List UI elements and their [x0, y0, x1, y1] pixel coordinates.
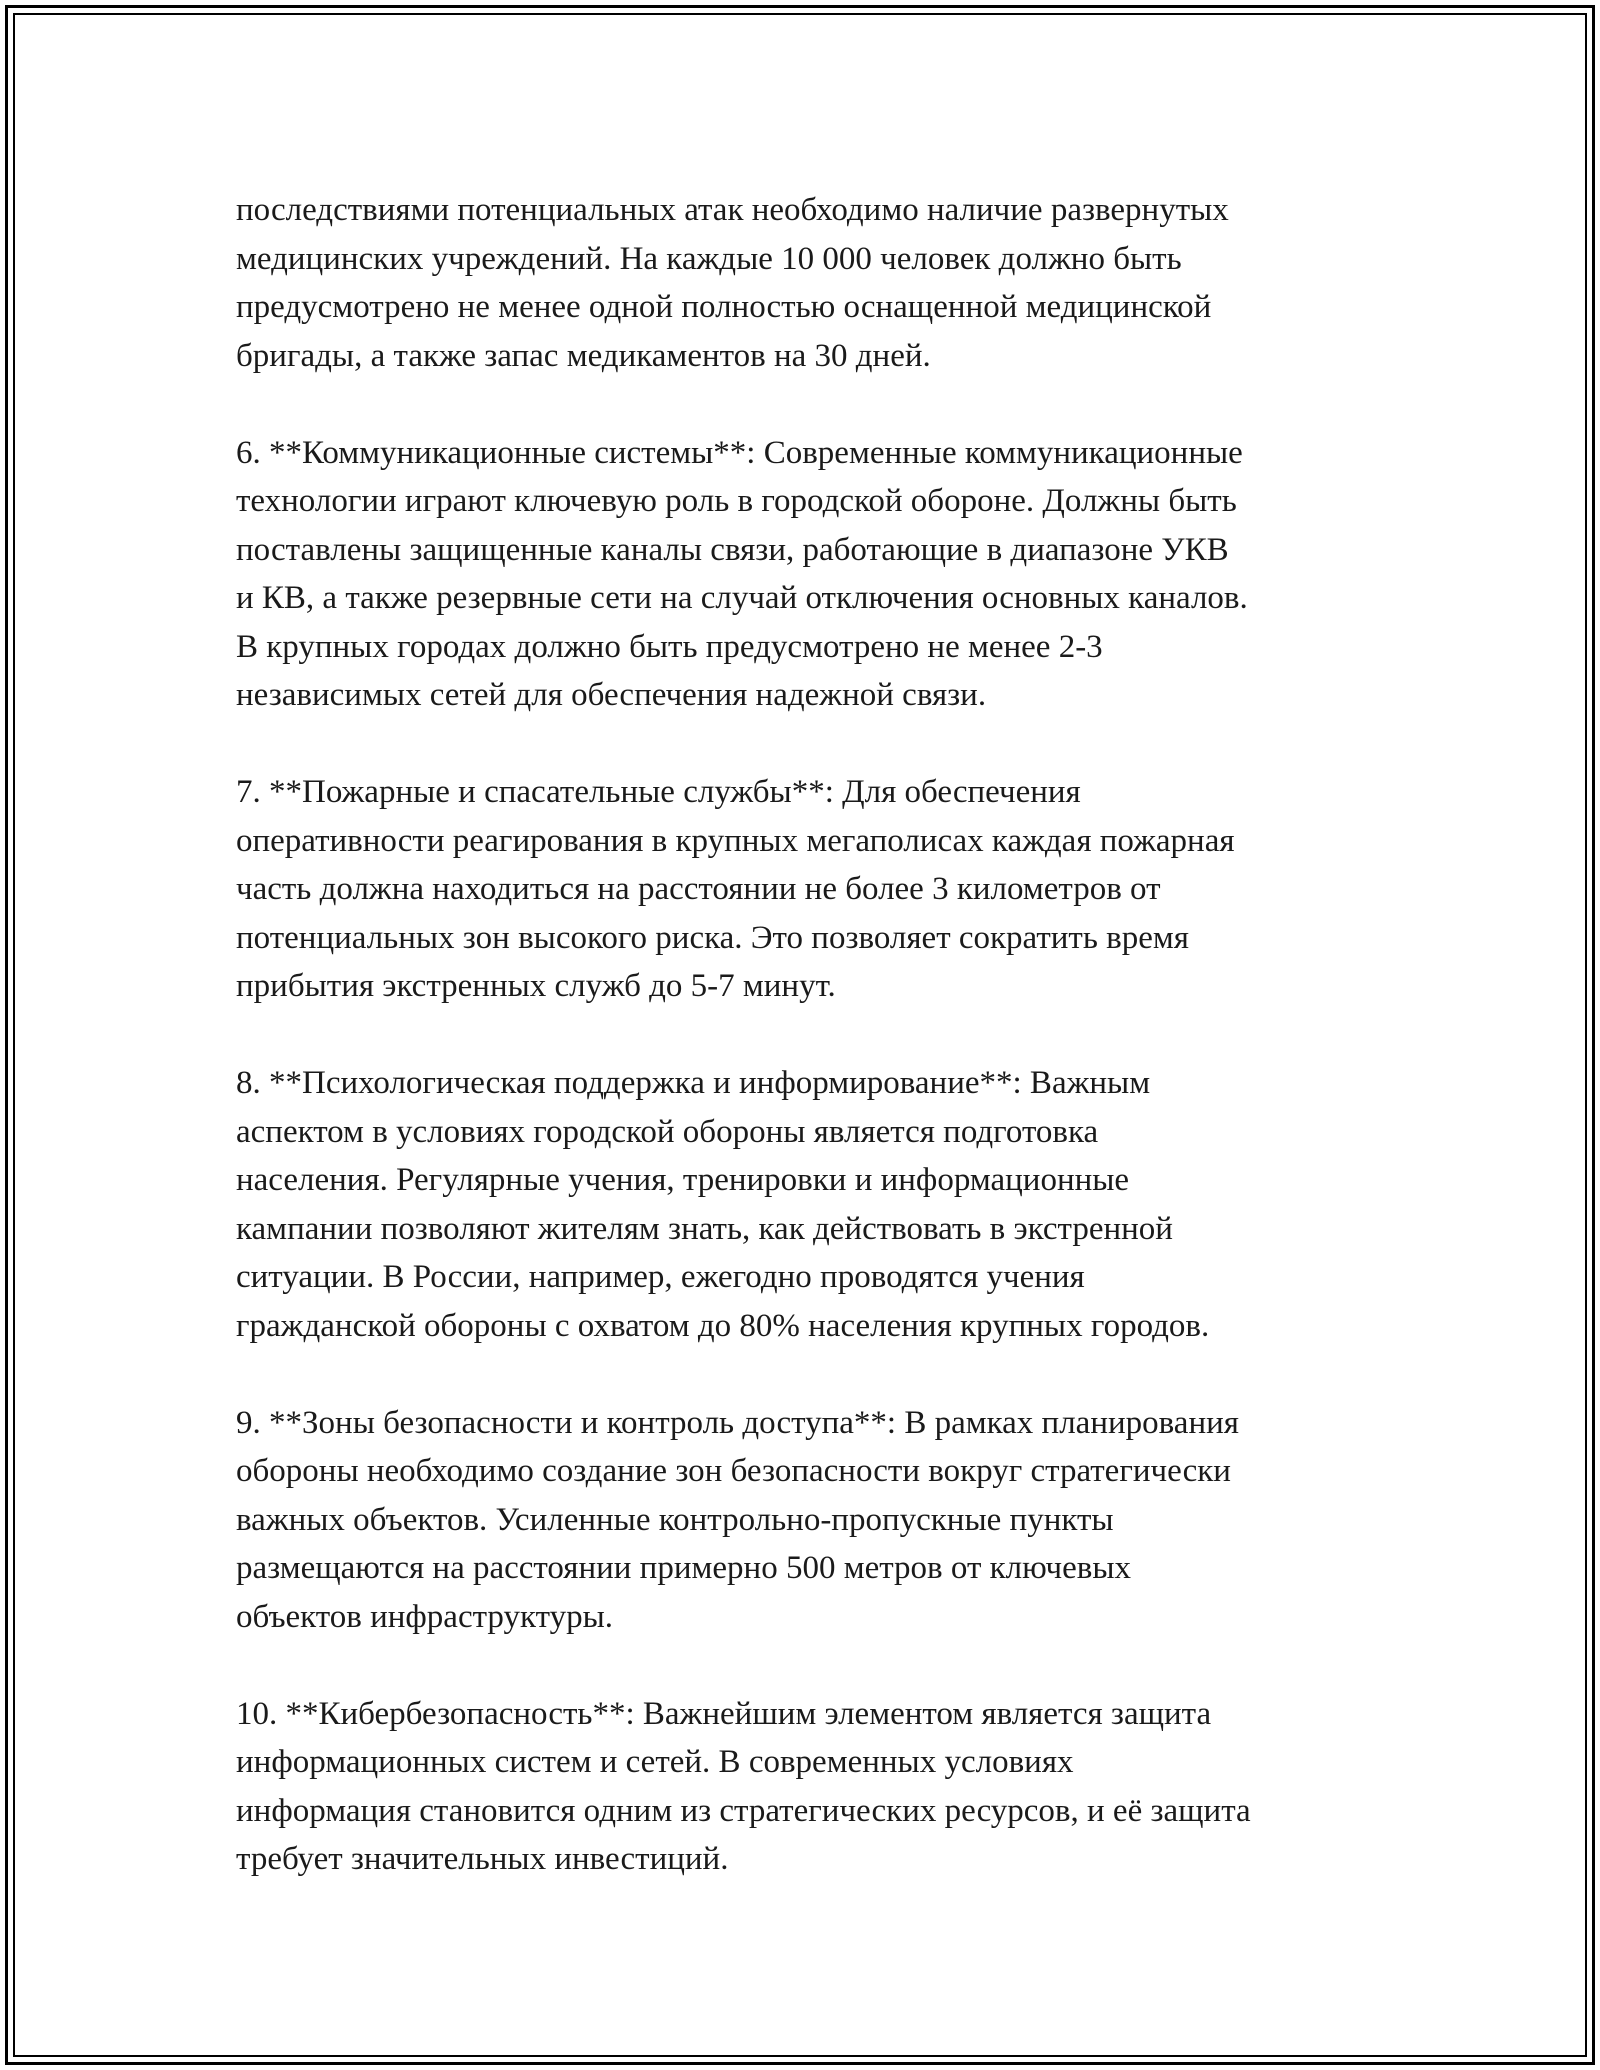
paragraph-communication-systems	[236, 429, 1376, 720]
paragraph-security-zones	[236, 1399, 1376, 1642]
paragraph-fire-rescue-services	[236, 768, 1376, 1011]
text-line: важных объектов. Усиленные контрольно-пропускные пункты	[236, 1501, 1114, 1538]
text-line: потенциальных зон высокого риска. Это позволяет сократить время	[236, 919, 1189, 956]
text-line: и КВ, а также резервные сети на случай отключения основных каналов.	[236, 580, 1248, 616]
text-line: 8. **Психологическая поддержка и информирование**: Важным	[236, 1065, 1151, 1101]
paragraph-medical-continued	[236, 186, 1376, 380]
paragraph-cybersecurity	[236, 1690, 1376, 1884]
text-line: требует значительных инвестиций.	[236, 1841, 729, 1877]
text-line: 6. **Коммуникационные системы**: Современные коммуникационные	[236, 434, 1243, 471]
text-line: аспектом в условиях городской обороны является подготовка	[236, 1113, 1099, 1150]
text-line: 7. **Пожарные и спасательные службы**: Для обеспечения	[236, 774, 1081, 810]
text-line: гражданской обороны с охватом до 80% населения крупных городов.	[236, 1307, 1210, 1344]
text-line: В крупных городах должно быть предусмотрено не менее 2-3	[236, 628, 1103, 665]
text-line: последствиями потенциальных атак необходимо наличие развернутых	[236, 192, 1229, 228]
text-line: обороны необходимо создание зон безопасности вокруг стратегически	[236, 1453, 1231, 1489]
text-line: информация становится одним из стратегических ресурсов, и её защита	[236, 1792, 1251, 1829]
text-line: кампании позволяют жителям знать, как действовать в экстренной	[236, 1210, 1173, 1247]
text-line: размещаются на расстоянии примерно 500 метров от ключевых	[236, 1550, 1132, 1586]
text-line: информационных систем и сетей. В современных условиях	[236, 1744, 1074, 1780]
text-line: ситуации. В России, например, ежегодно проводятся учения	[236, 1259, 1085, 1295]
paragraph-psychological-support	[236, 1059, 1376, 1350]
text-line: 9. **Зоны безопасности и контроль доступа**: В рамках планирования	[236, 1404, 1239, 1441]
text-line: оперативности реагирования в крупных мегаполисах каждая пожарная	[236, 822, 1235, 859]
text-line: бригады, а также запас медикаментов на 30 дней.	[236, 337, 931, 374]
text-line: медицинских учреждений. На каждые 10 000 человек должно быть	[236, 240, 1182, 277]
text-line: 10. **Кибербезопасность**: Важнейшим элементом является защита	[236, 1695, 1212, 1732]
text-line: технологии играют ключевую роль в городской обороне. Должны быть	[236, 483, 1237, 519]
document-body	[236, 186, 1376, 1932]
text-line: часть должна находиться на расстоянии не более 3 километров от	[236, 871, 1161, 907]
text-line: объектов инфраструктуры.	[236, 1598, 613, 1635]
text-line: независимых сетей для обеспечения надежной связи.	[236, 677, 987, 713]
text-line: предусмотрено не менее одной полностью оснащенной медицинской	[236, 289, 1212, 325]
text-line: прибытия экстренных служб до 5-7 минут.	[236, 968, 836, 1004]
text-line: населения. Регулярные учения, тренировки и информационные	[236, 1162, 1130, 1198]
text-line: поставлены защищенные каналы связи, работающие в диапазоне УКВ	[236, 531, 1229, 568]
